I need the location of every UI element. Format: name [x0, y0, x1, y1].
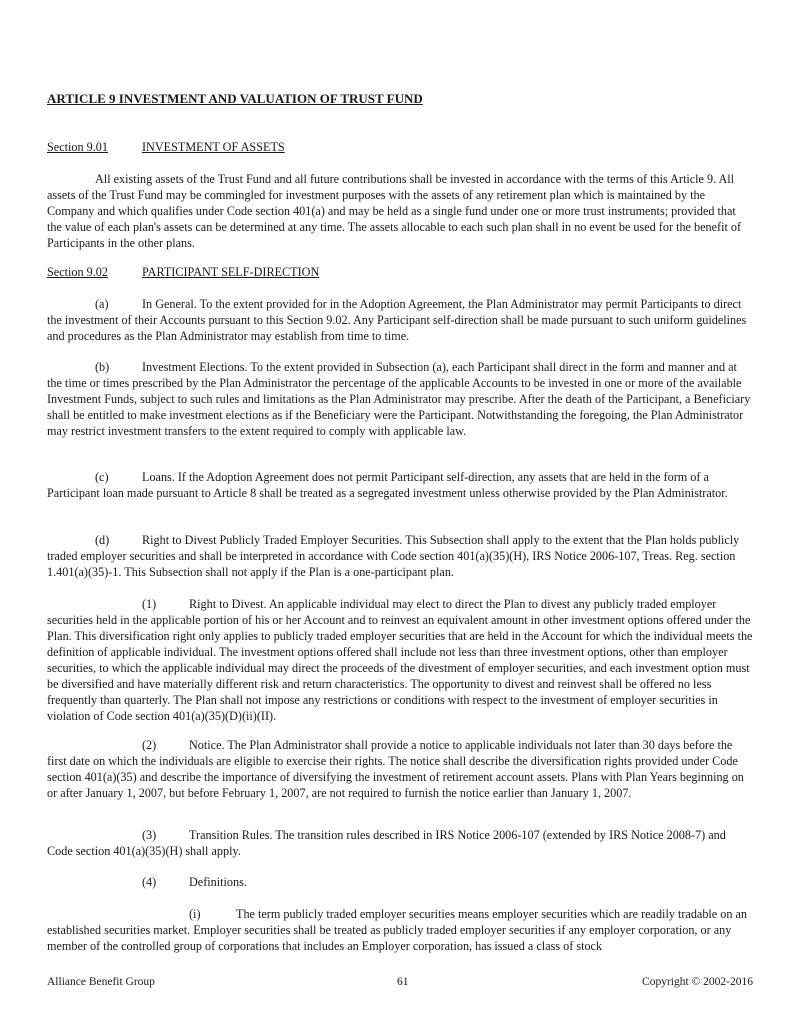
paragraph-d-4-i [47, 906, 753, 954]
paragraph-9-01: All existing assets of the Trust Fund and all future contributions shall be invested in accordance with the terms of this Article 9. All assets of the Trust Fund may be commingled for investment purposes with the assets of any retirement plan which is maintained by the Company and which qualifies under Code section 401(a) and may be held as a single fund under one or more trust instruments; provided that the value of each plan's assets can be determined at any time. The assets allocable to each such plan shall in no event be used for the benefit of Participants in the other plans. [47, 172, 742, 250]
item-label: (1) [142, 597, 157, 611]
section-9-02-heading [47, 265, 319, 280]
footer-company: Alliance Benefit Group [47, 976, 155, 988]
item-label: (2) [142, 738, 157, 752]
section-title: PARTICIPANT SELF-DIRECTION [142, 265, 320, 279]
section-number: Section 9.02 [47, 265, 108, 279]
paragraph-d-1 [47, 596, 753, 724]
section-9-01-heading [47, 140, 285, 155]
paragraph-d [47, 532, 753, 580]
paragraph-d-3 [47, 827, 753, 859]
article-title: ARTICLE 9 INVESTMENT AND VALUATION OF TRUST FUND [47, 91, 423, 106]
item-label: (d) [95, 533, 110, 547]
item-label: (a) [95, 297, 109, 311]
section-title: INVESTMENT OF ASSETS [142, 140, 285, 154]
item-text: Investment Elections. To the extent provided in Subsection (a), each Participant shall direct in the form and manner and at the time or times prescribed by the Plan Administrator the percentage of the applicable Accounts to be invested in one or more of the available Investment Funds, subject to such rules and limitations as the Plan Administrator may prescribe. After the death of the Participant, a Beneficiary shall be entitled to make investment elections as if the Beneficiary were the Participant. Notwithstanding the foregoing, the Plan Administrator may restrict investment transfers to the extent required to comply with applicable law. [47, 360, 751, 438]
footer-copyright: Copyright © 2002-2016 [642, 976, 753, 988]
paragraph-a [47, 296, 753, 344]
paragraph-d-4 [47, 874, 753, 890]
item-label: (b) [95, 360, 110, 374]
item-text: The term publicly traded employer securities means employer securities which are readily tradable on an established securities market. Employer securities shall be treated as publicly traded employer securities if any employer corporation, or any member of the controlled group of corporations that includes an Employer corporation, has issued a class of stock [47, 907, 748, 953]
section-number: Section 9.01 [47, 140, 108, 154]
item-label: (4) [142, 875, 157, 889]
item-text: Loans. If the Adoption Agreement does not permit Participant self-direction, any assets that are held in the form of a Participant loan made pursuant to Article 8 shall be treated as a segregated investment unless otherwise provided by the Plan Administrator. [47, 470, 728, 500]
item-label: (c) [95, 470, 109, 484]
item-text: Notice. The Plan Administrator shall provide a notice to applicable individuals not later than 30 days before the first date on which the individuals are eligible to exercise their rights. The notice shall describe the diversification rights provided under Code section 401(a)(35) and describe the importance of diversifying the investment of retirement account assets. Plans with Plan Years beginning on or after January 1, 2007, but before February 1, 2007, are not required to furnish the notice earlier than January 1, 2007. [47, 738, 744, 800]
item-text: Definitions. [189, 875, 247, 889]
page-footer [47, 976, 753, 992]
paragraph-b [47, 359, 753, 439]
item-label: (i) [189, 907, 201, 921]
paragraph-d-2 [47, 737, 753, 801]
paragraph-c [47, 469, 753, 501]
item-text: Right to Divest. An applicable individual may elect to direct the Plan to divest any publicly traded employer securities held in the applicable portion of his or her Account and to reinvest an equivalent amount in other investment options offered under the Plan. This diversification right only applies to publicly traded employer securities that are held in the Account for which the individual meets the definition of applicable individual. The investment options offered shall include not less than three investment options, other than employer securities, to which the applicable individual may direct the proceeds of the divestment of employer securities, and each investment option must be diversified and have materially different risk and return characteristics. The opportunity to divest and reinvest shall be offered no less frequently than quarterly. The Plan shall not impose any restrictions or conditions with respect to the investment of employer securities in violation of Code section 401(a)(35)(D)(ii)(II). [47, 597, 753, 723]
item-text: Transition Rules. The transition rules described in IRS Notice 2006-107 (extended by IRS Notice 2008-7) and Code section 401(a)(35)(H) shall apply. [47, 828, 726, 858]
item-text: In General. To the extent provided for in the Adoption Agreement, the Plan Administrator may permit Participants to direct the investment of their Accounts pursuant to this Section 9.02. Any Participant self-direction shall be made pursuant to such uniform guidelines and procedures as the Plan Administrator may establish from time to time. [47, 297, 747, 343]
item-label: (3) [142, 828, 157, 842]
page-number: 61 [397, 976, 409, 988]
item-text: Right to Divest Publicly Traded Employer Securities. This Subsection shall apply to the extent that the Plan holds publicly traded employer securities and shall be interpreted in accordance with Code section 401(a)(35)(H), IRS Notice 2006-107, Treas. Reg. section 1.401(a)(35)-1. This Subsection shall not apply if the Plan is a one-participant plan. [47, 533, 740, 579]
